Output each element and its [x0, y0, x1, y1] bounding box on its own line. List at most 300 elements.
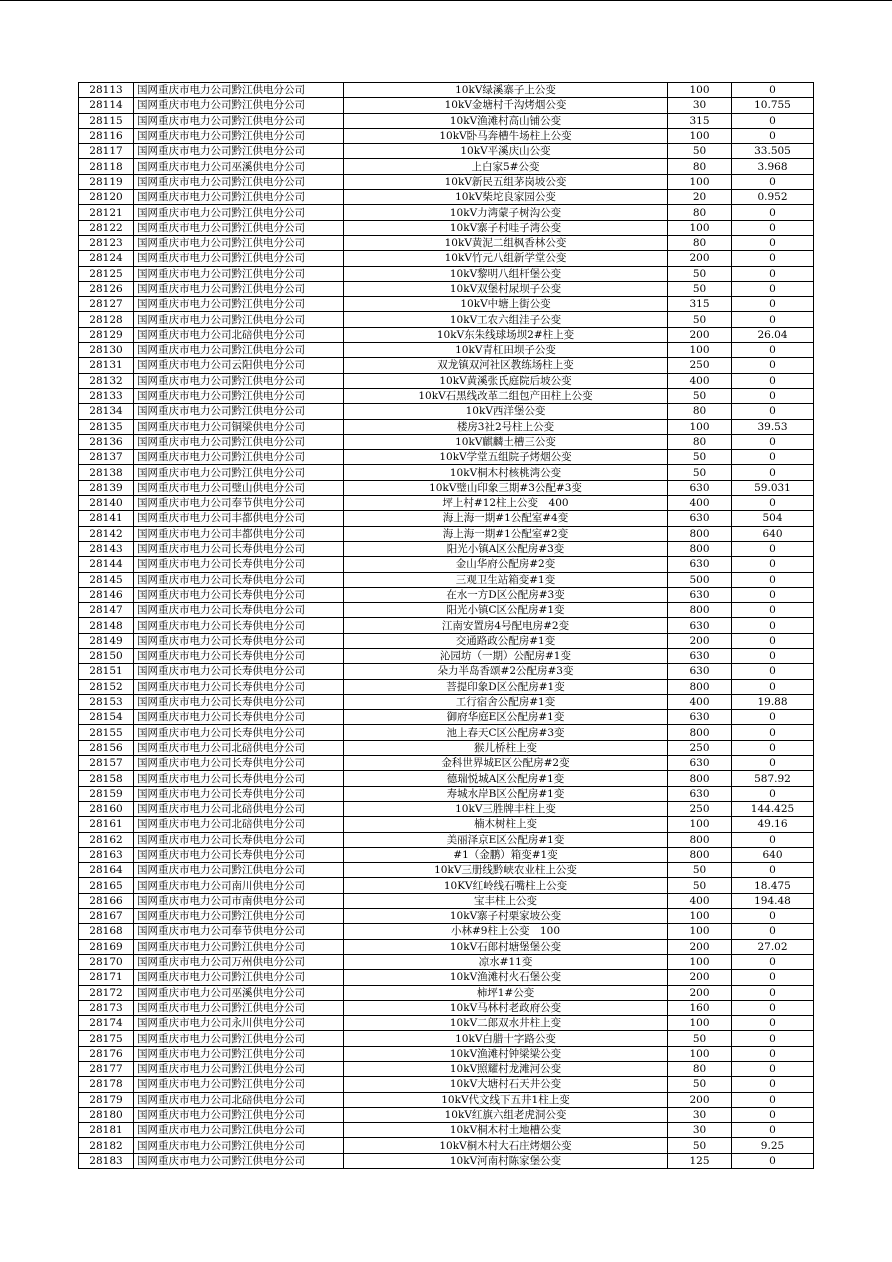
table-row [79, 939, 814, 954]
company-cell: 国网重庆市电力公司黔江供电分公司 [134, 1000, 344, 1015]
row-id-cell: 28117 [79, 144, 134, 159]
row-id-cell: 28129 [79, 327, 134, 342]
company-cell: 国网重庆市电力公司黔江供电分公司 [134, 113, 344, 128]
row-id-cell: 28141 [79, 511, 134, 526]
row-id-cell: 28157 [79, 756, 134, 771]
table-row [79, 801, 814, 816]
transformer-name-cell: 10kV绿溪寨子上公变 [344, 83, 668, 98]
company-cell: 国网重庆市电力公司黔江供电分公司 [134, 404, 344, 419]
table-row [79, 358, 814, 373]
company-cell: 国网重庆市电力公司黔江供电分公司 [134, 434, 344, 449]
row-id-cell: 28144 [79, 557, 134, 572]
company-cell: 国网重庆市电力公司北碚供电分公司 [134, 817, 344, 832]
company-cell: 国网重庆市电力公司长寿供电分公司 [134, 756, 344, 771]
company-cell: 国网重庆市电力公司北碚供电分公司 [134, 1092, 344, 1107]
table-row [79, 205, 814, 220]
capacity-cell: 630 [668, 756, 732, 771]
capacity-cell: 250 [668, 801, 732, 816]
row-id-cell: 28132 [79, 373, 134, 388]
table-row [79, 1107, 814, 1122]
row-id-cell: 28154 [79, 710, 134, 725]
value-cell: 194.48 [732, 893, 814, 908]
transformer-name-cell: 阳光小镇C区公配房#1变 [344, 603, 668, 618]
capacity-cell: 50 [668, 878, 732, 893]
row-id-cell: 28183 [79, 1153, 134, 1168]
value-cell: 0 [732, 235, 814, 250]
table-row [79, 251, 814, 266]
company-cell: 国网重庆市电力公司长寿供电分公司 [134, 587, 344, 602]
row-id-cell: 28148 [79, 618, 134, 633]
company-cell: 国网重庆市电力公司黔江供电分公司 [134, 373, 344, 388]
capacity-cell: 50 [668, 450, 732, 465]
transformer-name-cell: 10kV金塘村千沟烤烟公变 [344, 98, 668, 113]
value-cell: 0 [732, 450, 814, 465]
capacity-cell: 50 [668, 281, 732, 296]
row-id-cell: 28176 [79, 1046, 134, 1061]
value-cell: 0 [732, 725, 814, 740]
table-row [79, 541, 814, 556]
capacity-cell: 80 [668, 1062, 732, 1077]
transformer-name-cell: 小林#9柱上公变 100 [344, 924, 668, 939]
transformer-name-cell: 10kV力湾蒙子树沟公变 [344, 205, 668, 220]
capacity-cell: 400 [668, 893, 732, 908]
capacity-cell: 50 [668, 1031, 732, 1046]
transformer-name-cell: 猴儿桥柱上变 [344, 740, 668, 755]
transformer-name-cell: 金科世界城E区公配房#2变 [344, 756, 668, 771]
transformer-name-cell: 10kV麒麟土槽三公变 [344, 434, 668, 449]
row-id-cell: 28128 [79, 312, 134, 327]
row-id-cell: 28124 [79, 251, 134, 266]
transformer-name-cell: 10kV马林村老政府公变 [344, 1000, 668, 1015]
transformer-name-cell: 10KV红岭线石嘴柱上公变 [344, 878, 668, 893]
transformer-name-cell: 10kV新民五组茅岗坡公变 [344, 174, 668, 189]
company-cell: 国网重庆市电力公司长寿供电分公司 [134, 725, 344, 740]
value-cell: 0 [732, 710, 814, 725]
transformer-name-cell: 楠木树柱上变 [344, 817, 668, 832]
capacity-cell: 200 [668, 970, 732, 985]
value-cell: 0 [732, 251, 814, 266]
table-row [79, 909, 814, 924]
company-cell: 国网重庆市电力公司黔江供电分公司 [134, 190, 344, 205]
value-cell: 0 [732, 970, 814, 985]
transformer-name-cell: 海上海一期#1公配室#4变 [344, 511, 668, 526]
transformer-name-cell: 宝丰柱上公变 [344, 893, 668, 908]
value-cell: 0 [732, 679, 814, 694]
company-cell: 国网重庆市电力公司巫溪供电分公司 [134, 985, 344, 1000]
table-row [79, 343, 814, 358]
company-cell: 国网重庆市电力公司黔江供电分公司 [134, 1031, 344, 1046]
capacity-cell: 100 [668, 924, 732, 939]
company-cell: 国网重庆市电力公司长寿供电分公司 [134, 786, 344, 801]
capacity-cell: 50 [668, 144, 732, 159]
value-cell: 33.505 [732, 144, 814, 159]
table-row [79, 740, 814, 755]
value-cell: 0 [732, 83, 814, 98]
value-cell: 0 [732, 1062, 814, 1077]
row-id-cell: 28159 [79, 786, 134, 801]
table-row [79, 618, 814, 633]
transformer-name-cell: 上白家5#公变 [344, 159, 668, 174]
company-cell: 国网重庆市电力公司北碚供电分公司 [134, 740, 344, 755]
table-row [79, 297, 814, 312]
value-cell: 640 [732, 847, 814, 862]
value-cell: 0 [732, 174, 814, 189]
row-id-cell: 28175 [79, 1031, 134, 1046]
transformer-name-cell: 御府华庭E区公配房#1变 [344, 710, 668, 725]
transformer-name-cell: 池上春天C区公配房#3变 [344, 725, 668, 740]
table-row [79, 863, 814, 878]
transformer-name-cell: 10kV卧马奔槽牛场柱上公变 [344, 128, 668, 143]
value-cell: 144.425 [732, 801, 814, 816]
transformer-name-cell: 10kV桐木村土地槽公变 [344, 1123, 668, 1138]
value-cell: 0 [732, 128, 814, 143]
value-cell: 39.53 [732, 419, 814, 434]
row-id-cell: 28142 [79, 526, 134, 541]
table-row [79, 496, 814, 511]
company-cell: 国网重庆市电力公司南川供电分公司 [134, 878, 344, 893]
value-cell: 0 [732, 1016, 814, 1031]
company-cell: 国网重庆市电力公司丰都供电分公司 [134, 526, 344, 541]
capacity-cell: 100 [668, 83, 732, 98]
capacity-cell: 100 [668, 128, 732, 143]
company-cell: 国网重庆市电力公司奉节供电分公司 [134, 924, 344, 939]
value-cell: 0.952 [732, 190, 814, 205]
value-cell: 27.02 [732, 939, 814, 954]
transformer-name-cell: 10kV桐木村核桃湾公变 [344, 465, 668, 480]
value-cell: 0 [732, 113, 814, 128]
capacity-cell: 630 [668, 557, 732, 572]
company-cell: 国网重庆市电力公司黔江供电分公司 [134, 128, 344, 143]
company-cell: 国网重庆市电力公司黔江供电分公司 [134, 1138, 344, 1153]
transformer-name-cell: 10kV石黑线改革二组包产田柱上公变 [344, 388, 668, 403]
company-cell: 国网重庆市电力公司巫溪供电分公司 [134, 159, 344, 174]
transformer-name-cell: 10kV寨子村栗家坡公变 [344, 909, 668, 924]
table-row [79, 327, 814, 342]
transformer-name-cell: 坪上村#12柱上公变 400 [344, 496, 668, 511]
capacity-cell: 800 [668, 771, 732, 786]
company-cell: 国网重庆市电力公司黔江供电分公司 [134, 83, 344, 98]
company-cell: 国网重庆市电力公司长寿供电分公司 [134, 603, 344, 618]
transformer-name-cell: 10kV青杠田坝子公变 [344, 343, 668, 358]
company-cell: 国网重庆市电力公司黔江供电分公司 [134, 297, 344, 312]
table-row [79, 710, 814, 725]
value-cell: 0 [732, 266, 814, 281]
table-row [79, 725, 814, 740]
transformer-name-cell: 德瑞悦城A区公配房#1变 [344, 771, 668, 786]
transformer-name-cell: 朵力半岛香颂#2公配房#3变 [344, 664, 668, 679]
value-cell: 59.031 [732, 480, 814, 495]
transformer-name-cell: 10kV中塘上街公变 [344, 297, 668, 312]
value-cell: 0 [732, 541, 814, 556]
transformer-name-cell: 双龙镇双河社区教练场柱上变 [344, 358, 668, 373]
table-row [79, 572, 814, 587]
value-cell: 0 [732, 985, 814, 1000]
value-cell: 19.88 [732, 694, 814, 709]
capacity-cell: 100 [668, 954, 732, 969]
table-row [79, 954, 814, 969]
row-id-cell: 28174 [79, 1016, 134, 1031]
table-row [79, 832, 814, 847]
row-id-cell: 28114 [79, 98, 134, 113]
company-cell: 国网重庆市电力公司黔江供电分公司 [134, 909, 344, 924]
page-top-rule [0, 0, 892, 1]
row-id-cell: 28173 [79, 1000, 134, 1015]
capacity-cell: 100 [668, 1046, 732, 1061]
table-row [79, 1153, 814, 1168]
value-cell: 0 [732, 740, 814, 755]
table-row [79, 1062, 814, 1077]
company-cell: 国网重庆市电力公司市南供电分公司 [134, 893, 344, 908]
value-cell: 49.16 [732, 817, 814, 832]
transformer-name-cell: 三观卫生站箱变#1变 [344, 572, 668, 587]
capacity-cell: 400 [668, 373, 732, 388]
transformer-name-cell: 10kV大塘村石天井公变 [344, 1077, 668, 1092]
transformer-name-cell: 海上海一期#1公配室#2变 [344, 526, 668, 541]
company-cell: 国网重庆市电力公司璧山供电分公司 [134, 480, 344, 495]
company-cell: 国网重庆市电力公司黔江供电分公司 [134, 1046, 344, 1061]
table-row [79, 694, 814, 709]
value-cell: 0 [732, 1077, 814, 1092]
table-row [79, 404, 814, 419]
row-id-cell: 28140 [79, 496, 134, 511]
company-cell: 国网重庆市电力公司黔江供电分公司 [134, 281, 344, 296]
transformer-name-cell: 10kV照耀村龙滩河公变 [344, 1062, 668, 1077]
row-id-cell: 28147 [79, 603, 134, 618]
company-cell: 国网重庆市电力公司黔江供电分公司 [134, 343, 344, 358]
company-cell: 国网重庆市电力公司万州供电分公司 [134, 954, 344, 969]
transformer-name-cell: 10kV二郎双水井柱上变 [344, 1016, 668, 1031]
capacity-cell: 500 [668, 572, 732, 587]
capacity-cell: 315 [668, 297, 732, 312]
capacity-cell: 80 [668, 434, 732, 449]
value-cell: 0 [732, 297, 814, 312]
transformer-name-cell: 10kV代文线下五井1柱上变 [344, 1092, 668, 1107]
company-cell: 国网重庆市电力公司长寿供电分公司 [134, 557, 344, 572]
row-id-cell: 28161 [79, 817, 134, 832]
row-id-cell: 28135 [79, 419, 134, 434]
table-row [79, 786, 814, 801]
row-id-cell: 28123 [79, 235, 134, 250]
row-id-cell: 28125 [79, 266, 134, 281]
table-row [79, 847, 814, 862]
row-id-cell: 28149 [79, 633, 134, 648]
company-cell: 国网重庆市电力公司长寿供电分公司 [134, 679, 344, 694]
value-cell: 0 [732, 1107, 814, 1122]
company-cell: 国网重庆市电力公司黔江供电分公司 [134, 450, 344, 465]
value-cell: 26.04 [732, 327, 814, 342]
transformer-name-cell: 阳光小镇A区公配房#3变 [344, 541, 668, 556]
table-row [79, 893, 814, 908]
capacity-cell: 50 [668, 863, 732, 878]
transformer-name-cell: 寿城水岸B区公配房#1变 [344, 786, 668, 801]
table-row [79, 159, 814, 174]
row-id-cell: 28164 [79, 863, 134, 878]
row-id-cell: 28168 [79, 924, 134, 939]
capacity-cell: 800 [668, 679, 732, 694]
value-cell: 0 [732, 1092, 814, 1107]
row-id-cell: 28146 [79, 587, 134, 602]
capacity-cell: 250 [668, 358, 732, 373]
capacity-cell: 630 [668, 480, 732, 495]
table-row [79, 434, 814, 449]
capacity-cell: 50 [668, 465, 732, 480]
table-row [79, 190, 814, 205]
value-cell: 0 [732, 1000, 814, 1015]
table-row [79, 648, 814, 663]
capacity-cell: 630 [668, 587, 732, 602]
capacity-cell: 80 [668, 235, 732, 250]
row-id-cell: 28182 [79, 1138, 134, 1153]
value-cell: 0 [732, 1031, 814, 1046]
value-cell: 0 [732, 388, 814, 403]
capacity-cell: 30 [668, 1123, 732, 1138]
table-row [79, 771, 814, 786]
table-row [79, 924, 814, 939]
value-cell: 0 [732, 358, 814, 373]
row-id-cell: 28155 [79, 725, 134, 740]
capacity-cell: 50 [668, 312, 732, 327]
table-row [79, 1016, 814, 1031]
capacity-cell: 630 [668, 511, 732, 526]
row-id-cell: 28151 [79, 664, 134, 679]
capacity-cell: 80 [668, 205, 732, 220]
table-row [79, 1123, 814, 1138]
capacity-cell: 50 [668, 388, 732, 403]
company-cell: 国网重庆市电力公司黔江供电分公司 [134, 174, 344, 189]
value-cell: 18.475 [732, 878, 814, 893]
capacity-cell: 200 [668, 985, 732, 1000]
company-cell: 国网重庆市电力公司长寿供电分公司 [134, 572, 344, 587]
value-cell: 0 [732, 587, 814, 602]
capacity-cell: 800 [668, 847, 732, 862]
capacity-cell: 100 [668, 419, 732, 434]
capacity-cell: 630 [668, 786, 732, 801]
transformer-name-cell: 10kV石郎村塘堡堡公变 [344, 939, 668, 954]
company-cell: 国网重庆市电力公司长寿供电分公司 [134, 694, 344, 709]
row-id-cell: 28139 [79, 480, 134, 495]
capacity-cell: 100 [668, 343, 732, 358]
row-id-cell: 28115 [79, 113, 134, 128]
row-id-cell: 28119 [79, 174, 134, 189]
row-id-cell: 28130 [79, 343, 134, 358]
row-id-cell: 28150 [79, 648, 134, 663]
table-row [79, 281, 814, 296]
capacity-cell: 630 [668, 618, 732, 633]
table-row [79, 878, 814, 893]
transformer-name-cell: 10kV白腊十字路公变 [344, 1031, 668, 1046]
capacity-cell: 800 [668, 832, 732, 847]
table-row [79, 373, 814, 388]
transformer-table [78, 82, 814, 1169]
table-row [79, 557, 814, 572]
row-id-cell: 28116 [79, 128, 134, 143]
company-cell: 国网重庆市电力公司黔江供电分公司 [134, 1107, 344, 1122]
row-id-cell: 28133 [79, 388, 134, 403]
table-row [79, 174, 814, 189]
table-row [79, 1046, 814, 1061]
transformer-name-cell: 在水一方D区公配房#3变 [344, 587, 668, 602]
table-row [79, 756, 814, 771]
transformer-name-cell: 沁园坊（一期）公配房#1变 [344, 648, 668, 663]
row-id-cell: 28156 [79, 740, 134, 755]
transformer-name-cell: 10kV黄溪张氏庭院后坡公变 [344, 373, 668, 388]
capacity-cell: 100 [668, 220, 732, 235]
value-cell: 0 [732, 786, 814, 801]
value-cell: 0 [732, 220, 814, 235]
table-row [79, 679, 814, 694]
company-cell: 国网重庆市电力公司长寿供电分公司 [134, 664, 344, 679]
transformer-name-cell: 金山华府公配房#2变 [344, 557, 668, 572]
company-cell: 国网重庆市电力公司黔江供电分公司 [134, 388, 344, 403]
table-row [79, 1077, 814, 1092]
transformer-name-cell: 10kV渔滩村火石堡公变 [344, 970, 668, 985]
row-id-cell: 28122 [79, 220, 134, 235]
transformer-name-cell: 10kV西洋堡公变 [344, 404, 668, 419]
value-cell: 0 [732, 281, 814, 296]
transformer-name-cell: 柿坪1#公变 [344, 985, 668, 1000]
table-row [79, 388, 814, 403]
capacity-cell: 80 [668, 404, 732, 419]
row-id-cell: 28127 [79, 297, 134, 312]
company-cell: 国网重庆市电力公司长寿供电分公司 [134, 633, 344, 648]
company-cell: 国网重庆市电力公司黔江供电分公司 [134, 1153, 344, 1168]
row-id-cell: 28134 [79, 404, 134, 419]
company-cell: 国网重庆市电力公司黔江供电分公司 [134, 863, 344, 878]
table-body [79, 83, 814, 1169]
transformer-name-cell: 10kV学堂五组院子烤烟公变 [344, 450, 668, 465]
row-id-cell: 28166 [79, 893, 134, 908]
table-row [79, 1000, 814, 1015]
company-cell: 国网重庆市电力公司黔江供电分公司 [134, 144, 344, 159]
capacity-cell: 125 [668, 1153, 732, 1168]
company-cell: 国网重庆市电力公司黔江供电分公司 [134, 312, 344, 327]
company-cell: 国网重庆市电力公司长寿供电分公司 [134, 710, 344, 725]
transformer-name-cell: 10kV工农六组洼子公变 [344, 312, 668, 327]
transformer-name-cell: 10kV渔滩村钟梁梁公变 [344, 1046, 668, 1061]
value-cell: 0 [732, 756, 814, 771]
company-cell: 国网重庆市电力公司永川供电分公司 [134, 1016, 344, 1031]
transformer-name-cell: 10kV红旗六组老虎洞公变 [344, 1107, 668, 1122]
capacity-cell: 50 [668, 1077, 732, 1092]
value-cell: 0 [732, 832, 814, 847]
capacity-cell: 30 [668, 1107, 732, 1122]
company-cell: 国网重庆市电力公司北碚供电分公司 [134, 801, 344, 816]
row-id-cell: 28136 [79, 434, 134, 449]
table-row [79, 664, 814, 679]
table-row [79, 128, 814, 143]
row-id-cell: 28138 [79, 465, 134, 480]
transformer-name-cell: 10kV渔滩村高山铺公变 [344, 113, 668, 128]
transformer-name-cell: 凉水#11变 [344, 954, 668, 969]
company-cell: 国网重庆市电力公司黔江供电分公司 [134, 251, 344, 266]
capacity-cell: 630 [668, 648, 732, 663]
row-id-cell: 28143 [79, 541, 134, 556]
row-id-cell: 28178 [79, 1077, 134, 1092]
row-id-cell: 28167 [79, 909, 134, 924]
table-row [79, 235, 814, 250]
value-cell: 0 [732, 572, 814, 587]
row-id-cell: 28120 [79, 190, 134, 205]
row-id-cell: 28181 [79, 1123, 134, 1138]
capacity-cell: 800 [668, 541, 732, 556]
transformer-name-cell: 10kV璧山印象三期#3公配#3变 [344, 480, 668, 495]
value-cell: 640 [732, 526, 814, 541]
company-cell: 国网重庆市电力公司长寿供电分公司 [134, 832, 344, 847]
transformer-name-cell: 10kV竹元八组新学堂公变 [344, 251, 668, 266]
table-row [79, 633, 814, 648]
capacity-cell: 100 [668, 817, 732, 832]
value-cell: 0 [732, 863, 814, 878]
